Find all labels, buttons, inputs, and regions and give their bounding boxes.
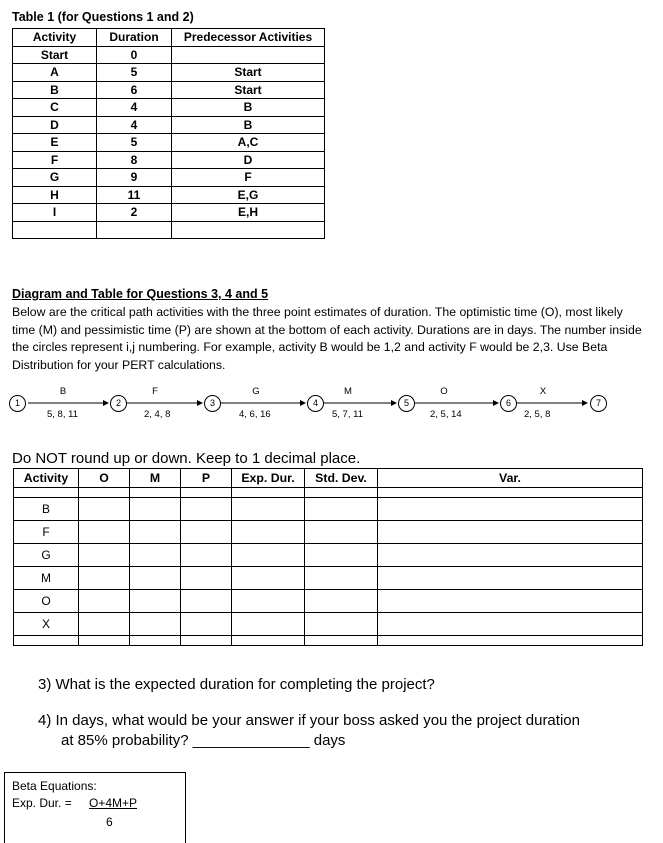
input-cell[interactable] <box>181 567 232 590</box>
input-cell[interactable] <box>305 521 378 544</box>
node-circle: 1 <box>9 395 26 412</box>
pert-header-o: O <box>79 469 130 488</box>
input-cell[interactable] <box>305 613 378 636</box>
input-cell[interactable] <box>378 544 643 567</box>
table-cell <box>172 46 325 64</box>
pert-activity-cell: O <box>14 590 79 613</box>
input-cell[interactable] <box>378 613 643 636</box>
node-circle: 4 <box>307 395 324 412</box>
activity-estimates: 5, 7, 11 <box>332 409 363 420</box>
node-circle: 3 <box>204 395 221 412</box>
table-cell: B <box>13 81 97 99</box>
input-cell[interactable] <box>181 544 232 567</box>
input-cell[interactable] <box>181 498 232 521</box>
input-cell[interactable] <box>79 590 130 613</box>
table-cell: E,G <box>172 186 325 204</box>
input-cell[interactable] <box>232 498 305 521</box>
input-cell[interactable] <box>181 613 232 636</box>
pert-header-var: Var. <box>378 469 643 488</box>
input-cell[interactable] <box>305 590 378 613</box>
rounding-instruction: Do NOT round up or down. Keep to 1 decimal place. <box>12 450 361 467</box>
question-4-prompt: at 85% probability? <box>61 732 189 749</box>
beta-numerator: O+4M+P <box>89 796 138 810</box>
pert-activity-cell: M <box>14 567 79 590</box>
input-cell[interactable] <box>232 567 305 590</box>
table-row <box>14 498 643 521</box>
pert-table <box>13 468 643 646</box>
activity-label: B <box>59 386 67 397</box>
table1-header-predecessors: Predecessor Activities <box>172 29 325 47</box>
activity-label: M <box>344 386 352 397</box>
pert-header-activity: Activity <box>14 469 79 488</box>
table-cell: 8 <box>97 151 172 169</box>
table-cell: 0 <box>97 46 172 64</box>
table-row <box>13 46 325 64</box>
pert-header-m: M <box>130 469 181 488</box>
input-cell[interactable] <box>232 613 305 636</box>
beta-title: Beta Equations: <box>12 779 97 793</box>
answer-blank[interactable]: ______________ <box>192 732 310 749</box>
input-cell[interactable] <box>79 613 130 636</box>
table-cell: F <box>13 151 97 169</box>
table-cell: I <box>13 204 97 222</box>
table1-title: Table 1 (for Questions 1 and 2) <box>12 10 194 24</box>
question-4-line2 <box>61 732 345 749</box>
section2-paragraph: Below are the critical path activities with the three point estimates of duration. The optimistic time (O), most likely time (M) and pessimistic time (P) are shown at the bottom of each activity. Durations are in days. The number inside the circles represent i,j numbering. For example, activity B would be 1,2 and activity F would be 2,3. Use Beta Distribution for your PERT calculations. <box>12 305 642 372</box>
table1-header-row <box>13 29 325 47</box>
node-circle: 7 <box>590 395 607 412</box>
input-cell[interactable] <box>130 613 181 636</box>
table-row <box>13 169 325 187</box>
table-row <box>14 590 643 613</box>
activity-label: X <box>539 386 547 397</box>
table-cell: Start <box>172 81 325 99</box>
table-cell: A <box>13 64 97 82</box>
table-cell: 5 <box>97 134 172 152</box>
table-cell: D <box>172 151 325 169</box>
input-cell[interactable] <box>130 567 181 590</box>
question-4-unit: days <box>313 732 346 749</box>
pert-header-p: P <box>181 469 232 488</box>
beta-equations-box <box>4 772 186 843</box>
table-row-empty <box>13 221 325 238</box>
table-cell: B <box>172 116 325 134</box>
input-cell[interactable] <box>378 521 643 544</box>
activity-estimates: 2, 5, 14 <box>430 409 462 420</box>
activity-estimates: 4, 6, 16 <box>239 409 271 420</box>
input-cell[interactable] <box>305 544 378 567</box>
table-row <box>13 186 325 204</box>
question-3: 3) What is the expected duration for completing the project? <box>38 676 435 693</box>
table-cell: 4 <box>97 116 172 134</box>
activity-estimates: 2, 5, 8 <box>524 409 551 420</box>
table-cell: 5 <box>97 64 172 82</box>
input-cell[interactable] <box>378 567 643 590</box>
question-4-line1: 4) In days, what would be your answer if your boss asked you the project duration <box>38 712 580 729</box>
table-cell: 4 <box>97 99 172 117</box>
table-row <box>13 116 325 134</box>
pert-activity-cell: F <box>14 521 79 544</box>
input-cell[interactable] <box>130 544 181 567</box>
table1-header-activity: Activity <box>13 29 97 47</box>
beta-denominator: 6 <box>106 815 113 829</box>
activity-estimates: 5, 8, 11 <box>47 409 78 420</box>
table-cell: E <box>13 134 97 152</box>
table-cell: A,C <box>172 134 325 152</box>
activity-label: O <box>440 386 448 397</box>
table-row <box>14 613 643 636</box>
table-cell: F <box>172 169 325 187</box>
input-cell[interactable] <box>232 521 305 544</box>
table-cell: Start <box>13 46 97 64</box>
pert-activity-cell: G <box>14 544 79 567</box>
input-cell[interactable] <box>79 521 130 544</box>
input-cell[interactable] <box>130 590 181 613</box>
pert-header-std-dev: Std. Dev. <box>305 469 378 488</box>
pert-activity-cell: B <box>14 498 79 521</box>
activity-label: G <box>252 386 260 397</box>
table-cell: 6 <box>97 81 172 99</box>
table-cell: B <box>172 99 325 117</box>
input-cell[interactable] <box>305 498 378 521</box>
table-cell: 11 <box>97 186 172 204</box>
input-cell[interactable] <box>232 544 305 567</box>
activity-estimates: 2, 4, 8 <box>144 409 171 420</box>
table-row <box>14 567 643 590</box>
table-cell: C <box>13 99 97 117</box>
table-row <box>13 204 325 222</box>
table-row <box>13 151 325 169</box>
input-cell[interactable] <box>79 544 130 567</box>
table-row-empty <box>14 636 643 646</box>
table-row-empty <box>14 488 643 498</box>
input-cell[interactable] <box>79 567 130 590</box>
input-cell[interactable] <box>130 521 181 544</box>
table-cell: D <box>13 116 97 134</box>
table-row <box>13 99 325 117</box>
table-cell: 9 <box>97 169 172 187</box>
table-cell: G <box>13 169 97 187</box>
table-cell: H <box>13 186 97 204</box>
pert-header-exp-dur: Exp. Dur. <box>232 469 305 488</box>
input-cell[interactable] <box>378 498 643 521</box>
table-cell: E,H <box>172 204 325 222</box>
section2-title: Diagram and Table for Questions 3, 4 and 5 <box>12 287 269 301</box>
beta-formula-label: Exp. Dur. = <box>12 796 72 810</box>
table-cell: Start <box>172 64 325 82</box>
table-row <box>13 81 325 99</box>
table-row <box>14 521 643 544</box>
table-row <box>14 544 643 567</box>
input-cell[interactable] <box>130 498 181 521</box>
table1 <box>12 28 325 239</box>
node-circle: 2 <box>110 395 127 412</box>
node-circle: 5 <box>398 395 415 412</box>
input-cell[interactable] <box>79 498 130 521</box>
table-cell: 2 <box>97 204 172 222</box>
input-cell[interactable] <box>181 590 232 613</box>
input-cell[interactable] <box>305 567 378 590</box>
node-circle: 6 <box>500 395 517 412</box>
input-cell[interactable] <box>181 521 232 544</box>
table1-header-duration: Duration <box>97 29 172 47</box>
pert-header-row <box>14 469 643 488</box>
input-cell[interactable] <box>232 590 305 613</box>
table-row <box>13 134 325 152</box>
pert-activity-cell: X <box>14 613 79 636</box>
activity-label: F <box>152 386 158 397</box>
input-cell[interactable] <box>378 590 643 613</box>
table-row <box>13 64 325 82</box>
